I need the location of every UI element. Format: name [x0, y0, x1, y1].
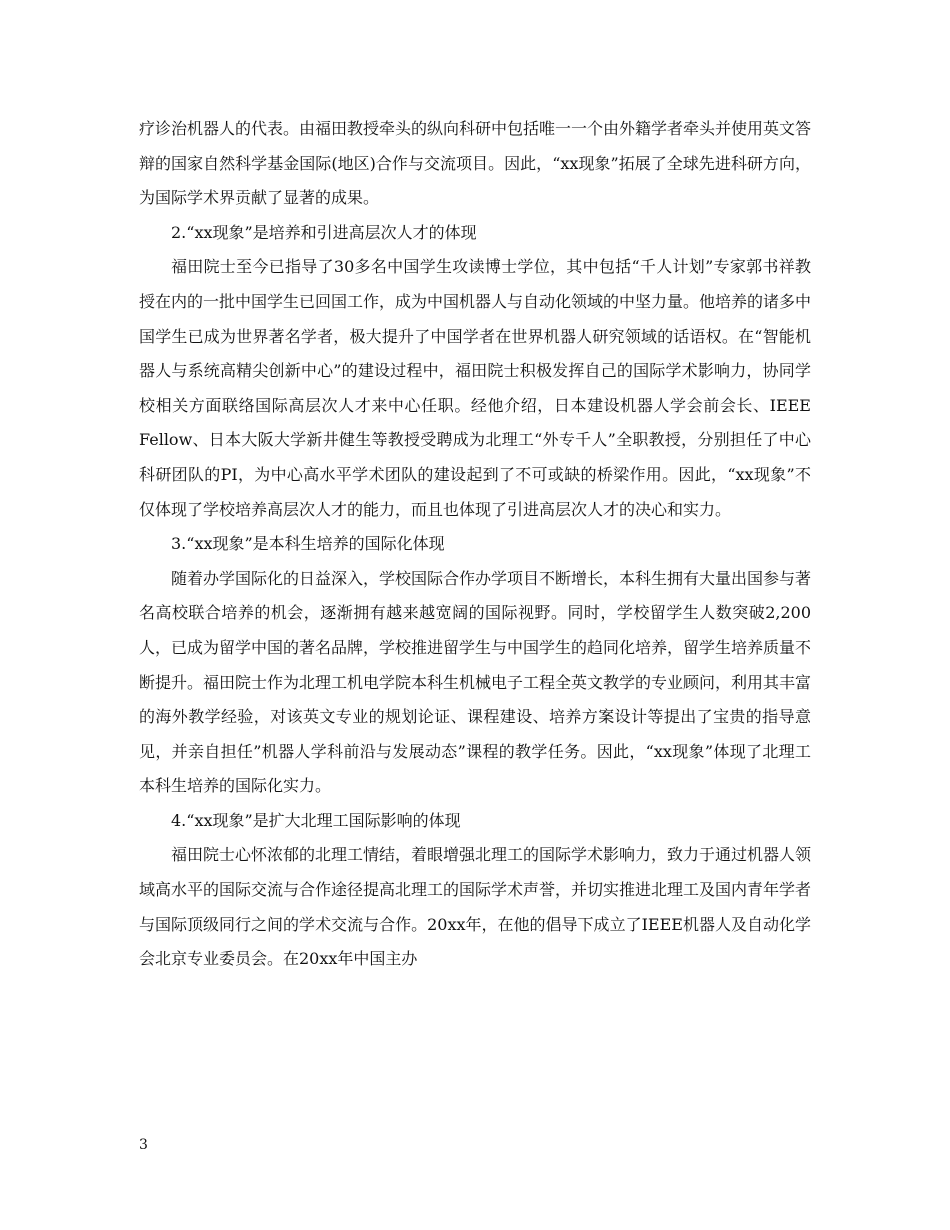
paragraph-talent: 福田院士至今已指导了30多名中国学生攻读博士学位，其中包括“千人计划”专家郭书祥教授在内的一批中国学生已回国工作，成为中国机器人与自动化领域的中坚力量。他培养的诸多中国学生已成为世界著名学者，极大提升了中国学者在世界机器人研究领域的话语权。在“智能机器人与系统高精尖创新中心”的建设过程中，福田院士积极发挥自己的国际学术影响力，协同学校相关方面联络国际高层次人才来中心任职。经他介绍，日本建设机器人学会前会长、IEEE Fellow、日本大阪大学新井健生等教授受聘成为北理工“外专千人”全职教授，分别担任了中心科研团队的PI，为中心高水平学术团队的建设起到了不可或缺的桥梁作用。因此，“xx现象”不仅体现了学校培养高层次人才的能力，而且也体现了引进高层次人才的决心和实力。	[139, 257, 812, 519]
section-heading-2: 2.“xx现象”是培养和引进高层次人才的体现	[171, 222, 477, 242]
paragraph-continuation: 疗诊治机器人的代表。由福田教授牵头的纵向科研中包括唯一一个由外籍学者牵头并使用英文答辩的国家自然科学基金国际(地区)合作与交流项目。因此，“xx现象”拓展了全球先进科研方向，为国际学术界贡献了显著的成果。	[139, 119, 812, 208]
paragraph-undergraduate: 随着办学国际化的日益深入，学校国际合作办学项目不断增长，本科生拥有大量出国参与著名高校联合培养的机会，逐渐拥有越来越宽阔的国际视野。同时，学校留学生人数突破2,200人，已成为留学中国的著名品牌，学校推进留学生与中国学生的趋同化培养，留学生培养质量不断提升。福田院士作为北理工机电学院本科生机械电子工程全英文教学的专业顾问，利用其丰富的海外教学经验，对该英文专业的规划论证、课程建设、培养方案设计等提出了宝贵的指导意见，并亲自担任”机器人学科前沿与发展动态”课程的教学任务。因此，“xx现象”体现了北理工本科生培养的国际化实力。	[139, 568, 812, 796]
section-heading-4: 4.“xx现象”是扩大北理工国际影响的体现	[171, 810, 461, 830]
page-number: 3	[139, 1137, 148, 1153]
document-body	[139, 112, 811, 977]
section-heading-3: 3.“xx现象”是本科生培养的国际化体现	[171, 534, 445, 554]
paragraph-influence: 福田院士心怀浓郁的北理工情结，着眼增强北理工的国际学术影响力，致力于通过机器人领域高水平的国际交流与合作途径提高北理工的国际学术声誉，并切实推进北理工及国内青年学者与国际顶级同行之间的学术交流与合作。20xx年，在他的倡导下成立了IEEE机器人及自动化学会北京专业委员会。在20xx年中国主办	[139, 845, 812, 969]
